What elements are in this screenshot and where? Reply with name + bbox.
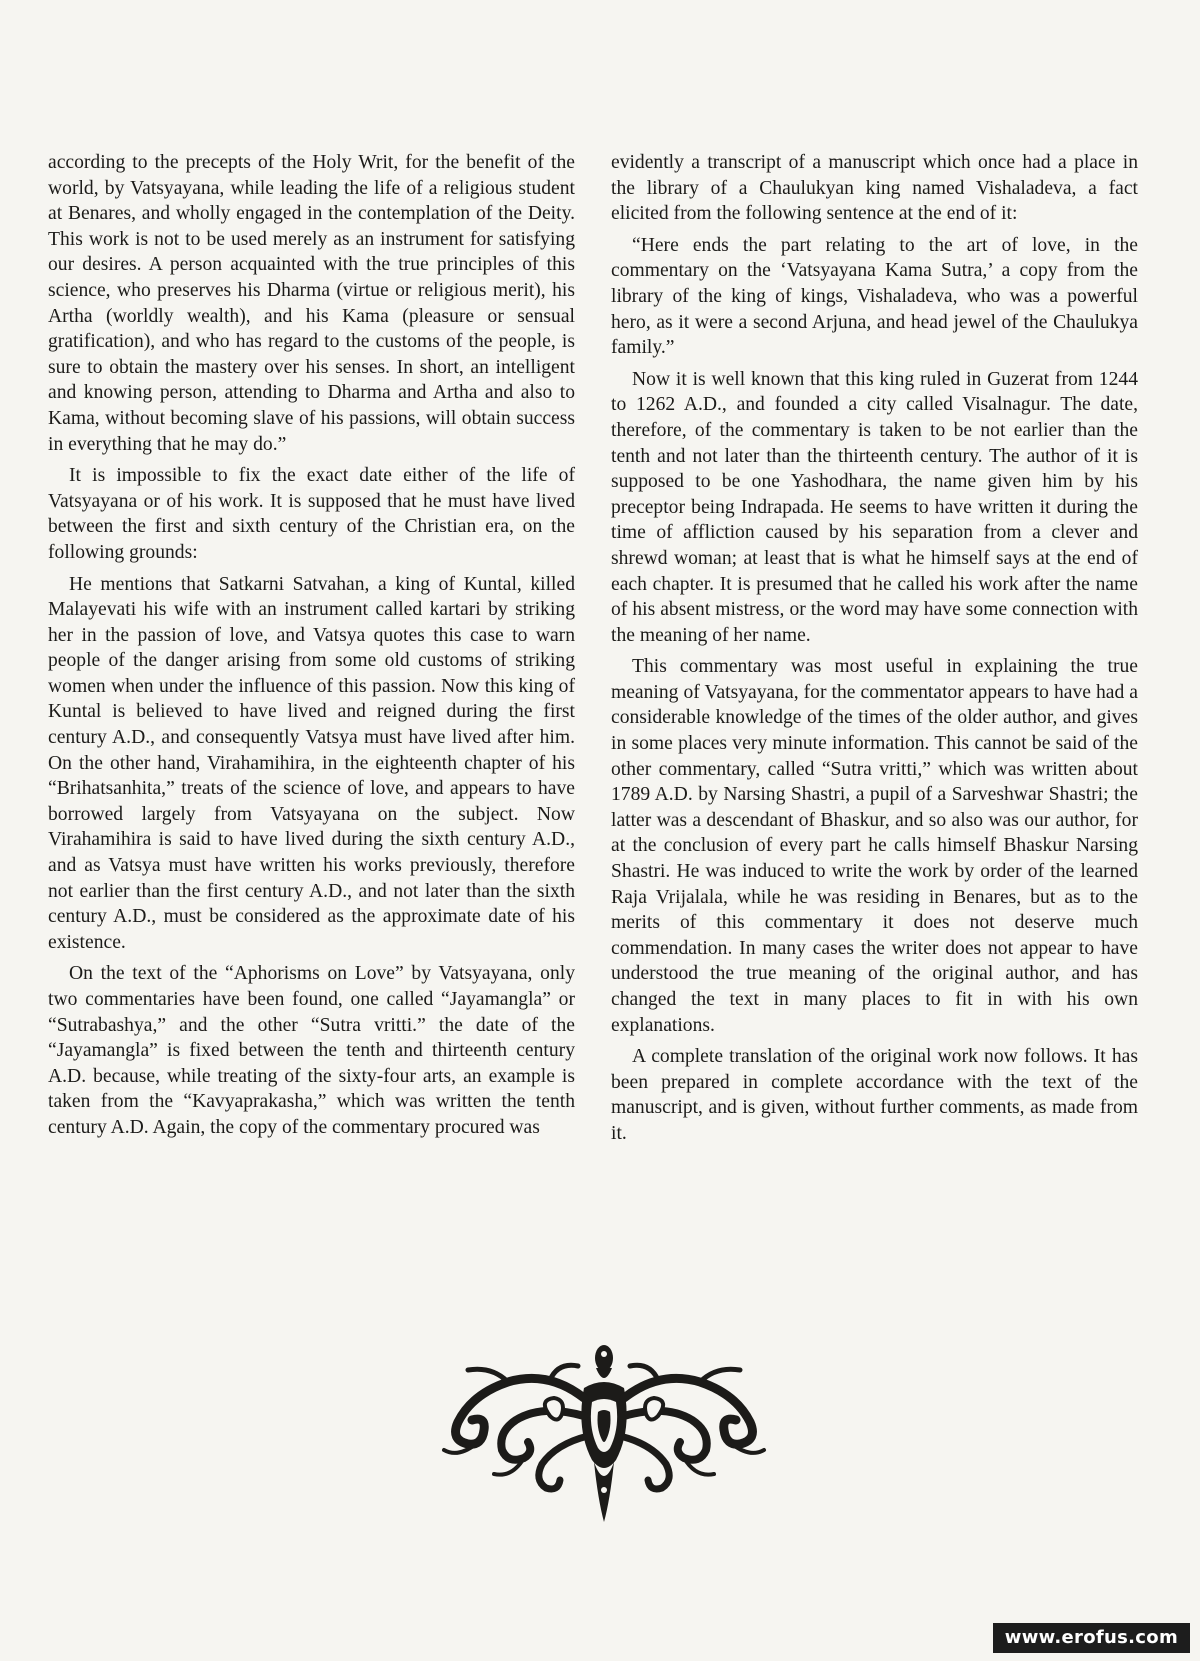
watermark: www.erofus.com <box>993 1623 1190 1653</box>
paragraph-right-4: This commentary was most useful in explaining the true meaning of Vatsyayana, for the commentator appears to have had a considerable knowledge of the times of the older author, and gives in some places very minute information. This cannot be said of the other commentary, called “Sutra vritti,” which was written about 1789 A.D. by Narsing Shastri, a pupil of a Sarveshwar Shastri; the latter was a descendant of Bhaskur, and so also was our author, for at the conclusion of every part he calls himself Bhaskur Narsing Shastri. He was induced to write the work by order of the learned Raja Vrijalala, while he was residing in Benares, but as to the merits of this commentary it does not deserve much commendation. In many cases the writer does not appear to have understood the true meaning of the original author, and has changed the text in many places to fit in with his own explanations. <box>611 656 1138 1036</box>
paragraph-right-1: evidently a transcript of a manuscript which once had a place in the library of a Chaulukyan king named Vishaladeva, a fact elicited from the following sentence at the end of it: <box>611 152 1138 225</box>
paragraph-left-4: On the text of the “Aphorisms on Love” by Vatsyayana, only two commentaries have been found, one called “Jayamangla” or “Sutrabashya,” and the other “Sutra vritti.” the date of the “Jayamangla” is fixed between the tenth and thirteenth century A.D. because, while treating of the sixty-four arts, an example is taken from the “Kavyaprakasha,” which was written the tenth century A.D. Again, the copy of the commentary procured was <box>48 963 575 1138</box>
paragraph-right-5: A complete translation of the original work now follows. It has been prepared in complete accordance with the text of the manuscript, and is given, without further comments, as made from it. <box>611 1046 1138 1144</box>
bird-scroll-ornament-icon <box>438 1340 770 1524</box>
paragraph-left-2: It is impossible to fix the exact date either of the life of Vatsyayana or of his work. It is supposed that he must have lived between the first and sixth century of the Christian era, on the following grounds: <box>48 465 575 563</box>
paragraph-left-3: He mentions that Satkarni Satvahan, a king of Kuntal, killed Malayevati his wife with an instrument called kartari by striking her in the passion of love, and Vatsya quotes this case to warn people of the danger arising from some old customs of striking women when under the influence of this passion. Now this king of Kuntal is believed to have lived and reigned during the first century A.D., and consequently Vatsya must have lived after him. On the other hand, Virahamihira, in the eighteenth chapter of his “Brihatsanhita,” treats of the science of love, and appears to have borrowed largely from Vatsyayana on the subject. Now Virahamihira is said to have lived during the sixth century A.D., and as Vatsya must have written his works previously, therefore not earlier than the first century A.D., and not later than the sixth century A.D., must be considered as the approximate date of his existence. <box>48 573 575 953</box>
paragraph-right-3: Now it is well known that this king ruled in Guzerat from 1244 to 1262 A.D., and founded a city called Visalnagur. The date, therefore, of the commentary is taken to be not earlier than the tenth and not later than the thirteenth century. The author of it is supposed to be one Yashodhara, the name given him by his preceptor being Indrapada. He seems to have written it during the time of affliction caused by his separation from a clever and shrewd woman; at least that is what he himself says at the end of each chapter. It is presumed that he called his work after the name of his absent mistress, or the word may have some connection with the meaning of her name. <box>611 368 1138 646</box>
right-text-column <box>611 150 1138 1153</box>
paragraph-left-1: according to the precepts of the Holy Writ, for the benefit of the world, by Vatsyayana, while leading the life of a religious student at Benares, and wholly engaged in the contemplation of the Deity. This work is not to be used merely as an instrument for satisfying our desires. A person acquainted with the true principles of this science, who preserves his Dharma (virtue or religious merit), his Artha (worldly wealth), and his Kama (pleasure or sensual gratification), and who has regard to the customs of the people, is sure to obtain the mastery over his senses. In short, an intelligent and knowing person, attending to Dharma and Artha and also to Kama, without becoming slave of his passions, will obtain success in everything that he may do.” <box>48 152 575 455</box>
paragraph-right-2: “Here ends the part relating to the art of love, in the commentary on the ‘Vatsyayana Kama Sutra,’ a copy from the library of the king of kings, Vishaladeva, who was a powerful hero, as it were a second Arjuna, and head jewel of the Chaulukya family.” <box>611 234 1138 359</box>
left-text-column <box>48 150 575 1147</box>
